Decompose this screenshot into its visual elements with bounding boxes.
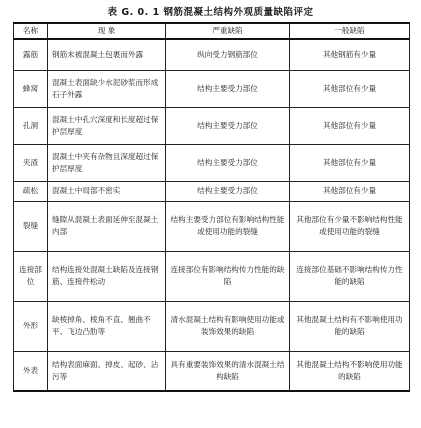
cell-phenomenon: 混凝土中夹有杂物且深度超过保护层厚度	[48, 144, 166, 181]
cell-name: 连接部位	[14, 251, 48, 301]
table-row	[14, 301, 410, 351]
cell-general: 其他混凝土结构不影响使用功能的缺陷	[290, 351, 410, 391]
table-row	[14, 181, 410, 201]
table-header	[14, 23, 410, 39]
cell-phenomenon: 缺棱掉角、棱角不直、翘曲不平、飞边凸肋等	[48, 301, 166, 351]
cell-severe: 纵向受力钢筋部位	[166, 39, 290, 70]
cell-name: 外形	[14, 301, 48, 351]
cell-severe: 连接部位有影响结构传力性能的缺陷	[166, 251, 290, 301]
cell-name: 蜂窝	[14, 70, 48, 107]
table-row	[14, 351, 410, 391]
cell-general: 其他部位有少量	[290, 70, 410, 107]
cell-phenomenon: 混凝土表面缺少水泥砂浆而形成石子外露	[48, 70, 166, 107]
table-row	[14, 251, 410, 301]
cell-severe: 结构主要受力部位有影响结构性能或使用功能的裂缝	[166, 201, 290, 251]
header-phenomenon: 现 象	[48, 23, 166, 39]
cell-severe: 清水混凝土结构有影响使用功能或装饰效果的缺陷	[166, 301, 290, 351]
cell-phenomenon: 结构连接处混凝土缺陷及连接钢筋、连接件松动	[48, 251, 166, 301]
cell-general: 连接部位基础不影响结构传力性能的缺陷	[290, 251, 410, 301]
cell-general: 其他部位有少量	[290, 144, 410, 181]
cell-general: 其他钢筋有少量	[290, 39, 410, 70]
cell-phenomenon: 混凝土中局部不密实	[48, 181, 166, 201]
table-row	[14, 201, 410, 251]
table-row	[14, 39, 410, 70]
cell-severe: 结构主要受力部位	[166, 144, 290, 181]
table-row	[14, 144, 410, 181]
cell-general: 其他部位有少量	[290, 107, 410, 144]
cell-name: 露筋	[14, 39, 48, 70]
defect-table	[13, 22, 410, 392]
header-severe: 严重缺陷	[166, 23, 290, 39]
cell-severe: 结构主要受力部位	[166, 70, 290, 107]
cell-general: 其他混凝土结构有不影响使用功能的缺陷	[290, 301, 410, 351]
header-row	[14, 23, 410, 39]
cell-name: 夹渣	[14, 144, 48, 181]
cell-phenomenon: 混凝土中孔穴深度和长度超过保护层厚度	[48, 107, 166, 144]
table-row	[14, 107, 410, 144]
table-body	[14, 39, 410, 391]
cell-severe: 具有重要装饰效果的清水混凝土结构缺陷	[166, 351, 290, 391]
header-general: 一般缺陷	[290, 23, 410, 39]
table-row	[14, 70, 410, 107]
cell-phenomenon: 钢筋未被混凝土包裹而外露	[48, 39, 166, 70]
cell-severe: 结构主要受力部位	[166, 181, 290, 201]
header-name: 名称	[14, 23, 48, 39]
table-title: 表 G. 0. 1 钢筋混凝土结构外观质量缺陷评定	[107, 7, 314, 18]
cell-severe: 结构主要受力部位	[166, 107, 290, 144]
cell-general: 其他部位有少量	[290, 181, 410, 201]
cell-phenomenon: 结构表面麻面、掉皮、起砂、沾污等	[48, 351, 166, 391]
cell-name: 孔洞	[14, 107, 48, 144]
cell-name: 疏松	[14, 181, 48, 201]
cell-general: 其他部位有少量不影响结构性能或使用功能的裂缝	[290, 201, 410, 251]
cell-name: 外表	[14, 351, 48, 391]
cell-phenomenon: 缝隙从混凝土表面延伸至混凝土内部	[48, 201, 166, 251]
cell-name: 裂缝	[14, 201, 48, 251]
